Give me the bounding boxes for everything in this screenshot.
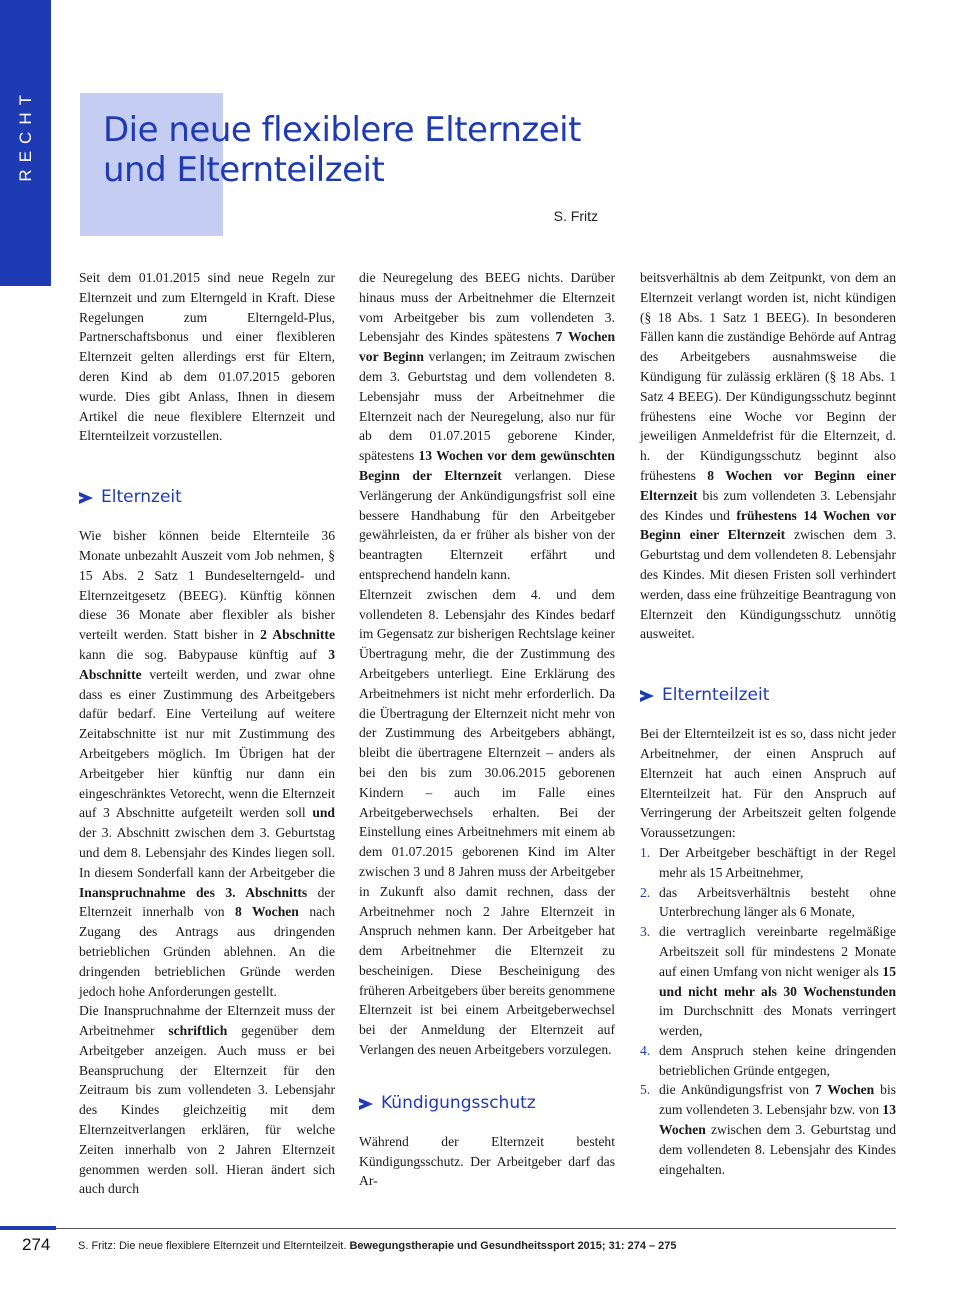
section-heading-elternteilzeit: [640, 684, 896, 708]
list-item: 1. Der Arbeitgeber beschäftigt in der Regel mehr als 15 Arbeitnehmer,: [640, 844, 896, 880]
text-column-3: [640, 268, 896, 1179]
text-column-2: [359, 268, 615, 1191]
author: S. Fritz: [553, 208, 598, 224]
text-column-1: [79, 268, 335, 1199]
article-title: [103, 110, 581, 190]
requirements-list: [640, 843, 896, 1180]
arrow-right-icon: [359, 1098, 373, 1110]
section-tab-label-wrap: [0, 0, 51, 286]
section-tab-label: RECHT: [15, 88, 35, 182]
list-item: 2. das Arbeitsverhältnis besteht ohne Unterbrechung länger als 6 Monate,: [640, 884, 896, 920]
arrow-right-icon: [640, 690, 654, 702]
paragraph: die Neuregelung des BEEG nichts. Darüber hinaus muss der Arbeitnehmer die Elternzeit vom Arbeitgeber bis zum vollendeten 3. Lebensjahr des Kindes spätestens 7 Wochen vor Beginn verlangen; im Zeitraum zwischen dem 3. Geburtstag und dem vollendeten 8. Lebensjahr muss der Arbeitnehmer die Elternzeit nach der Neuregelung, also nur für ab dem 01.07.2015 geborene Kinder, spätestens 13 Wochen vor dem gewünschten Beginn der Elternzeit verlangen. Diese Verlängerung der Ankündigungsfrist soll eine bessere Handhabung für den Arbeitgeber gewährleisten, da er früher als bisher von der beantragten Elternzeit erfährt und entsprechend handeln kann.: [359, 270, 616, 582]
section-heading-kuendigungsschutz: [359, 1092, 615, 1116]
section-heading-elternzeit: [79, 486, 335, 510]
list-item: 5. die Ankündigungsfrist von 7 Wochen bis zum vollendeten 3. Lebensjahr bzw. von 13 Wochen zwischen dem 3. Geburtstag und dem vollendeten 8. Lebensjahr des Kindes eingehalten.: [640, 1082, 897, 1177]
paragraph: Während der Elternzeit besteht Kündigungsschutz. Der Arbeitgeber darf das Ar-: [359, 1133, 615, 1189]
paragraph: Bei der Elternteilzeit ist es so, dass nicht jeder Arbeitnehmer, der einen Anspruch auf Elternzeit hat auch einen Anspruch auf Elternteilzeit hat. Für den Anspruch auf Verringerung der Arbeitszeit gelten folgende Voraussetzungen:: [640, 726, 896, 841]
section-heading-label: Elternzeit: [101, 487, 182, 508]
list-item: 3. die vertraglich vereinbarte regelmäßige Arbeitszeit soll für mindestens 2 Monate auf einen Umfang von nicht weniger als 15 und nicht mehr als 30 Wochenstunden im Durchschnitt des Monats verringert werden,: [640, 924, 896, 1039]
paragraph: beitsverhältnis ab dem Zeitpunkt, von dem an Elternzeit verlangt worden ist, nicht kündigen (§ 18 Abs. 1 Satz 1 BEEG). In besonderen Fällen kann die zuständige Behörde auf Antrag des Arbeitgebers ausnahmsweise die Kündigung für zulässig erklären (§ 18 Abs. 1 Satz 4 BEEG). Der Kündigungsschutz beginnt frühestens eine Woche vor Beginn der jeweiligen Anmeldefrist für die Elternzeit, d. h. der Kündigungsschutz beginnt also frühestens 8 Wochen vor Beginn einer Elternzeit bis zum vollendeten 3. Lebensjahr des Kindes und frühestens 14 Wochen vor Beginn einer Elternzeit zwischen dem 3. Geburtstag und dem vollendeten 8. Lebensjahr des Kindes. Mit diesen Fristen soll verhindert werden, dass eine frühzeitige Beantragung von Elternzeit den Kündigungsschutz unnötig ausweitet.: [640, 270, 896, 642]
intro-paragraph: Seit dem 01.01.2015 sind neue Regeln zur Elternzeit und zum Elterngeld in Kraft. Diese Regelungen zum Elterngeld-Plus, Partnerschaftsbonus und einer flexibleren Elternzeit gelten allerdings erst für Eltern, deren Kind ab dem 01.07.2015 geboren wurde. Dies gibt Anlass, Ihnen in diesem Artikel die neue flexiblere Elternzeit und Elternteilzeit vorzustellen.: [79, 270, 335, 444]
footer-citation: S. Fritz: Die neue flexiblere Elternzeit und Elternteilzeit. Bewegungstherapie und Gesundheitssport 2015; 31: 274 – 275: [78, 1240, 677, 1252]
paragraph: Elternzeit zwischen dem 4. und dem vollendeten 8. Lebensjahr des Kindes bedarf im Gegensatz zur bisherigen Rechtslage keiner Übertragung mehr, die der Zustimmung des Arbeitgebers unterliegt. Eine Erklärung des Arbeitnehmers ist nicht mehr erforderlich. Da die Übertragung der Elternzeit nicht mehr von der Zustimmung des Arbeitgebers abhängt, bleibt die übertragene Elternzeit – anders als bei den bis zum 30.06.2015 geborenen Kindern – auch im Falle eines Arbeitgeberwechsels erhalten. Bei der Einstellung eines Arbeitnehmers mit einem ab dem 01.07.2015 geborenen Kind im Alter zwischen 3 und 8 Jahren muss der Arbeitgeber in Zukunft also damit rechnen, dass der Arbeitnehmer noch 2 Jahre Elternzeit in Anspruch nehmen kann. Der Arbeitgeber hat dem Arbeitnehmer die Elternzeit zu bescheinigen. Diese Bescheinigung des früheren Arbeitgebers über bereits genommene Elternzeit ist bei einem Arbeitgeberwechsel bei der Anmeldung der Elternzeit auf Verlangen des neuen Arbeitgebers vorzulegen.: [359, 586, 615, 1058]
footer-accent-rule: [0, 1226, 56, 1230]
arrow-right-icon: [79, 492, 93, 504]
paragraph: Die Inanspruchnahme der Elternzeit muss der Arbeitnehmer schriftlich gegenüber dem Arbeitgeber anzeigen. Auch muss er bei Beanspruchung der Elternzeit für den Zeitraum bis zum vollendeten 3. Lebensjahr des Kindes gleichzeitig mit dem Elternzeitverlangen erklären, für welche Zeiten innerhalb von 2 Jahren Elternzeit genommen werden soll. Hieran ändert sich auch durch: [79, 1003, 335, 1197]
footer-rule: [56, 1228, 896, 1229]
paragraph: Wie bisher können beide Elternteile 36 Monate unbezahlt Auszeit vom Job nehmen, § 15 Abs. 2 Satz 1 Bundeselterngeld- und Elternzeitgesetz (BEEG). Künftig können diese 36 Monate aber flexibler als bisher verteilt werden. Statt bisher in 2 Abschnitte kann die sog. Babypause künftig auf 3 Abschnitte verteilt werden, und zwar ohne dass es einer Zustimmung des Arbeitgebers dafür bedarf. Eine Verteilung auf weitere Zeitabschnitte ist nur mit Zustimmung des Arbeitgebers möglich. Im Übrigen hat der Arbeitgeber hier künftig nur dann ein eingeschränktes Vetorecht, wenn die Elternzeit auf 3 Abschnitte aufgeteilt werden soll und der 3. Abschnitt zwischen dem 3. Geburtstag und dem 8. Lebensjahr des Kindes liegen soll. In diesem Sonderfall kann der Arbeitgeber die Inanspruchnahme des 3. Abschnitts der Elternzeit innerhalb von 8 Wochen nach Zugang des Antrags aus dringenden betrieblichen Gründen ablehnen. An die dringenden betrieblichen Gründe werden jedoch hohe Anforderungen gestellt.: [79, 528, 335, 999]
list-item: 4. dem Anspruch stehen keine dringenden betrieblichen Gründe entgegen,: [640, 1042, 896, 1078]
section-heading-label: Kündigungsschutz: [381, 1092, 536, 1113]
article-title-line-1: Die neue flexiblere Elternzeit: [103, 110, 581, 150]
page-number: 274: [22, 1235, 51, 1254]
article-title-line-2: und Elternteilzeit: [103, 150, 385, 190]
section-heading-label: Elternteilzeit: [662, 685, 770, 706]
